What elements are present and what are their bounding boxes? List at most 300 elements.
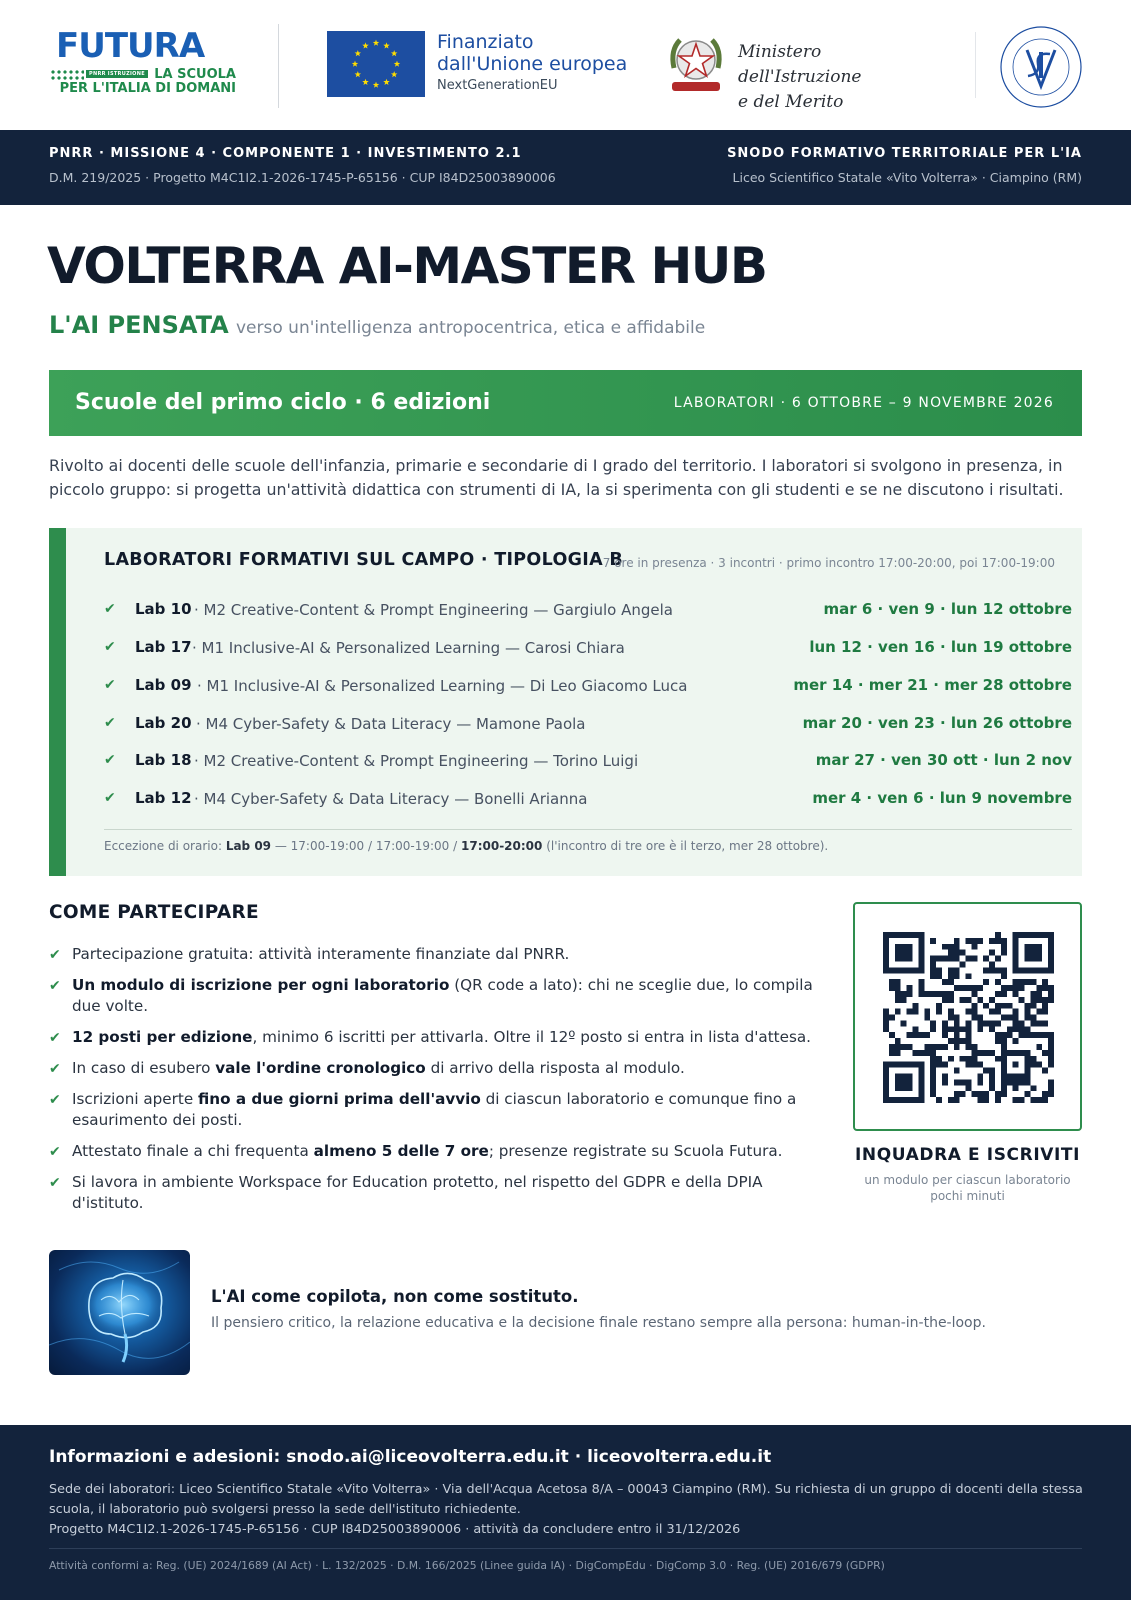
lab-description: · M4 Cyber-Safety & Data Literacy — Bonelli Arianna — [194, 790, 588, 808]
qr-module — [1025, 1050, 1031, 1056]
qr-module — [1030, 932, 1036, 938]
qr-module — [907, 932, 913, 938]
qr-module — [1030, 1032, 1036, 1038]
qr-module — [1036, 950, 1042, 956]
qr-module — [907, 1044, 913, 1050]
qr-module — [918, 1074, 924, 1080]
qr-module — [1019, 1050, 1025, 1056]
qr-module — [960, 961, 966, 967]
qr-module — [895, 1085, 901, 1091]
lab-dates: lun 12 · ven 16 · lun 19 ottobre — [809, 638, 1072, 656]
qr-module — [930, 1068, 936, 1074]
qr-module — [971, 944, 977, 950]
qr-module — [1036, 1044, 1042, 1050]
qr-module — [954, 1020, 960, 1026]
subtitle-main: L'AI PENSATA — [49, 311, 229, 339]
qr-module — [977, 1020, 983, 1026]
check-icon: ✔ — [49, 1092, 61, 1108]
qr-module — [1025, 956, 1031, 962]
qr-module — [966, 1062, 972, 1068]
check-icon: ✔ — [49, 947, 61, 963]
qr-module — [883, 1091, 889, 1097]
qr-module — [930, 1026, 936, 1032]
item-text: ; presenze registrate su Scuola Futura. — [488, 1142, 783, 1160]
qr-module — [989, 1085, 995, 1091]
qr-module — [918, 979, 924, 985]
qr-module — [1019, 985, 1025, 991]
qr-module — [983, 1091, 989, 1097]
qr-module — [989, 950, 995, 956]
qr-module — [895, 1079, 901, 1085]
how-to-participate-list — [49, 944, 829, 1224]
qr-module — [907, 1074, 913, 1080]
qr-module — [989, 1026, 995, 1032]
qr-module — [1001, 973, 1007, 979]
qr-module — [1048, 997, 1054, 1003]
logo-divider-right — [975, 32, 976, 98]
check-icon: ✔ — [49, 1061, 61, 1077]
qr-module — [907, 991, 913, 997]
qr-module — [995, 1009, 1001, 1015]
qr-module — [918, 1050, 924, 1056]
qr-module — [1007, 1074, 1013, 1080]
eu-star — [391, 71, 397, 77]
qr-module — [889, 1062, 895, 1068]
qr-module — [942, 991, 948, 997]
qr-module — [930, 1085, 936, 1091]
qr-module — [971, 985, 977, 991]
qr-module — [942, 1079, 948, 1085]
qr-module — [1048, 1085, 1054, 1091]
qr-module — [1013, 961, 1019, 967]
eu-star — [362, 79, 368, 85]
qr-module — [1048, 1044, 1054, 1050]
qr-module — [966, 997, 972, 1003]
qr-module — [948, 1015, 954, 1021]
lab-description: · M4 Cyber-Safety & Data Literacy — Mamone Paola — [196, 715, 586, 733]
ministry-wordmark — [738, 40, 938, 115]
qr-module — [1025, 1068, 1031, 1074]
qr-module — [918, 1079, 924, 1085]
qr-module — [1048, 1050, 1054, 1056]
qr-module — [924, 991, 930, 997]
qr-module — [918, 932, 924, 938]
qr-module — [936, 1044, 942, 1050]
lab-code: Lab 10 — [135, 600, 192, 618]
qr-module — [895, 1044, 901, 1050]
lab-row — [104, 712, 1072, 738]
qr-module — [1025, 1015, 1031, 1021]
qr-module — [895, 991, 901, 997]
qr-module — [930, 1050, 936, 1056]
qr-module — [948, 991, 954, 997]
qr-code-box[interactable] — [853, 902, 1082, 1131]
qr-module — [1025, 967, 1031, 973]
qr-module — [1001, 1050, 1007, 1056]
qr-module — [901, 1074, 907, 1080]
qr-module — [912, 1097, 918, 1103]
qr-module — [948, 1056, 954, 1062]
note-suffix: (l'incontro di tre ore è il terzo, mer 28 ottobre). — [542, 839, 829, 853]
eu-star — [383, 42, 389, 48]
qr-module — [901, 944, 907, 950]
qr-module — [1036, 932, 1042, 938]
item-bold: almeno 5 delle 7 ore — [313, 1142, 489, 1160]
qr-module — [995, 932, 1001, 938]
qr-module — [1048, 938, 1054, 944]
qr-module — [989, 997, 995, 1003]
footer-contact[interactable]: Informazioni e adesioni: snodo.ai@liceovolterra.edu.it · liceovolterra.edu.it — [49, 1447, 772, 1467]
qr-module — [1013, 938, 1019, 944]
qr-module — [895, 979, 901, 985]
qr-module — [907, 1009, 913, 1015]
qr-module — [924, 1044, 930, 1050]
qr-module — [966, 1032, 972, 1038]
qr-module — [895, 1009, 901, 1015]
qr-module — [989, 1020, 995, 1026]
check-icon: ✔ — [49, 1030, 61, 1046]
item-text: , minimo 6 iscritti per attivarla. Oltre il 12º posto si entra in lista d'attesa. — [252, 1028, 811, 1046]
qr-module — [1048, 950, 1054, 956]
qr-module — [936, 1003, 942, 1009]
qr-module — [930, 967, 936, 973]
qr-module — [930, 1056, 936, 1062]
qr-module — [936, 1062, 942, 1068]
lab-code: Lab 20 — [135, 714, 192, 732]
qr-module — [883, 1079, 889, 1085]
qr-module — [1030, 967, 1036, 973]
qr-module — [995, 1091, 1001, 1097]
futura-tagline — [50, 68, 236, 96]
logo-bar — [0, 0, 1131, 130]
qr-module — [1001, 1068, 1007, 1074]
qr-module — [1025, 950, 1031, 956]
banner-dates: LABORATORI · 6 OTTOBRE – 9 NOVEMBRE 2026 — [673, 395, 1054, 411]
qr-module — [883, 967, 889, 973]
lab-row — [104, 674, 1072, 700]
list-item — [49, 1089, 829, 1131]
qr-module — [977, 1062, 983, 1068]
italian-republic-emblem-icon — [666, 30, 726, 98]
qr-module — [1036, 944, 1042, 950]
qr-module — [930, 1062, 936, 1068]
qr-module — [1025, 1062, 1031, 1068]
qr-module — [942, 1044, 948, 1050]
qr-module — [1025, 1091, 1031, 1097]
qr-module — [895, 1097, 901, 1103]
note-mid: — 17:00-19:00 / 17:00-19:00 / — [271, 839, 461, 853]
qr-module — [930, 1020, 936, 1026]
qr-module — [1030, 1003, 1036, 1009]
qr-module — [1013, 985, 1019, 991]
qr-module — [977, 1074, 983, 1080]
qr-module — [1019, 967, 1025, 973]
qr-module — [948, 997, 954, 1003]
qr-module — [948, 1026, 954, 1032]
qr-module — [1001, 967, 1007, 973]
qr-module — [936, 1009, 942, 1015]
qr-module — [942, 1062, 948, 1068]
lab-dates: mar 27 · ven 30 ott · lun 2 nov — [815, 751, 1072, 769]
qr-module — [954, 950, 960, 956]
qr-module — [960, 1056, 966, 1062]
qr-module — [907, 950, 913, 956]
qr-module — [954, 973, 960, 979]
qr-module — [1030, 950, 1036, 956]
qr-module — [954, 956, 960, 962]
qr-module — [971, 938, 977, 944]
qr-module — [1036, 1097, 1042, 1103]
qr-module — [966, 956, 972, 962]
lab-description: · M1 Inclusive-AI & Personalized Learning — Di Leo Giacomo Luca — [197, 677, 688, 695]
qr-subtitle — [853, 1172, 1082, 1204]
lab-code: Lab 18 — [135, 751, 192, 769]
qr-module — [948, 979, 954, 985]
qr-module — [895, 932, 901, 938]
page-title: VOLTERRA AI-MASTER HUB — [47, 237, 767, 295]
qr-module — [983, 1068, 989, 1074]
qr-module — [1048, 932, 1054, 938]
qr-module — [966, 1009, 972, 1015]
qr-module — [889, 985, 895, 991]
qr-module — [954, 1038, 960, 1044]
qr-module — [954, 938, 960, 944]
eu-line3: NextGenerationEU — [437, 78, 558, 93]
qr-module — [1048, 1091, 1054, 1097]
qr-module — [948, 1009, 954, 1015]
check-icon: ✔ — [104, 639, 116, 655]
qr-module — [966, 1026, 972, 1032]
intro-paragraph: Rivolto ai docenti delle scuole dell'infanzia, primarie e secondarie di I grado del territorio. I laboratori si svolgono in presenza, in piccolo gruppo: si progetta un'attività didattica con strumenti di IA, la si sperimenta con gli studenti e se ne discutono i risultati. — [49, 456, 1064, 499]
qr-module — [960, 1079, 966, 1085]
lab-dates: mar 6 · ven 9 · lun 12 ottobre — [823, 600, 1072, 618]
list-item — [49, 1058, 829, 1079]
qr-module — [977, 1091, 983, 1097]
qr-module — [883, 1026, 889, 1032]
footer-compliance: Attività conformi a: Reg. (UE) 2024/1689 (AI Act) · L. 132/2025 · D.M. 166/2025 (Linee guida IA) · DigCompEdu · DigComp 3.0 · Reg. (UE) 2016/679 (GDPR) — [49, 1559, 885, 1572]
qr-module — [936, 973, 942, 979]
lab-description: · M1 Inclusive-AI & Personalized Learning — Carosi Chiara — [192, 639, 625, 657]
qr-module — [918, 1062, 924, 1068]
item-bold: Un modulo di iscrizione per ogni laboratorio — [72, 976, 450, 994]
eu-star — [373, 40, 379, 46]
qr-module — [1036, 967, 1042, 973]
eu-star — [394, 61, 400, 67]
qr-module — [907, 985, 913, 991]
qr-module — [960, 950, 966, 956]
lab-row — [104, 636, 1072, 662]
qr-module — [1001, 1003, 1007, 1009]
lab-row — [104, 749, 1072, 775]
eu-star — [383, 79, 389, 85]
qr-module — [966, 985, 972, 991]
edition-banner — [49, 370, 1082, 436]
qr-module — [954, 944, 960, 950]
qr-module — [1030, 1020, 1036, 1026]
qr-module — [1025, 1003, 1031, 1009]
item-bold: fino a due giorni prima dell'avvio — [198, 1090, 481, 1108]
footer-line2: scuola, il laboratorio può svolgersi presso la sede dell'istituto richiedente. — [49, 1502, 521, 1517]
qr-module — [1025, 932, 1031, 938]
qr-module — [1001, 944, 1007, 950]
qr-module — [1019, 979, 1025, 985]
qr-module — [1030, 979, 1036, 985]
qr-module — [1042, 1091, 1048, 1097]
qr-module — [1013, 1074, 1019, 1080]
qr-module — [1030, 997, 1036, 1003]
qr-module — [1019, 1097, 1025, 1103]
quote-subtitle: Il pensiero critico, la relazione educativa e la decisione finale restano sempre alla persona: human-in-the-loop. — [211, 1315, 986, 1331]
qr-module — [883, 1074, 889, 1080]
list-item — [49, 1172, 829, 1214]
qr-module — [942, 1032, 948, 1038]
qr-module — [977, 1026, 983, 1032]
qr-module — [1013, 1062, 1019, 1068]
qr-module — [889, 1097, 895, 1103]
qr-module — [895, 1050, 901, 1056]
qr-module — [954, 967, 960, 973]
eu-funding-text — [437, 31, 637, 97]
qr-module — [918, 1032, 924, 1038]
qr-module — [983, 1003, 989, 1009]
list-item — [49, 944, 829, 965]
qr-module — [883, 1020, 889, 1026]
qr-module — [918, 938, 924, 944]
qr-module — [1048, 1038, 1054, 1044]
qr-module — [989, 1079, 995, 1085]
qr-module — [1042, 997, 1048, 1003]
qr-module — [971, 1050, 977, 1056]
lab-dates: mer 4 · ven 6 · lun 9 novembre — [812, 789, 1072, 807]
qr-module — [971, 1044, 977, 1050]
qr-module — [954, 1015, 960, 1021]
qr-module — [912, 932, 918, 938]
qr-module — [954, 985, 960, 991]
qr-module — [1025, 944, 1031, 950]
qr-module — [989, 1050, 995, 1056]
qr-module — [1001, 991, 1007, 997]
qr-module — [1036, 1009, 1042, 1015]
qr-module — [942, 1026, 948, 1032]
brain-illustration — [49, 1250, 190, 1375]
qr-module — [1042, 1050, 1048, 1056]
qr-module — [1042, 967, 1048, 973]
futura-tag-line2: PER L'ITALIA DI DOMANI — [59, 81, 236, 96]
qr-module — [1001, 1079, 1007, 1085]
qr-module — [1013, 1020, 1019, 1026]
qr-module — [989, 1068, 995, 1074]
qr-module — [1019, 1074, 1025, 1080]
qr-module — [918, 961, 924, 967]
qr-module — [1030, 1085, 1036, 1091]
qr-module — [1001, 938, 1007, 944]
check-icon: ✔ — [104, 790, 116, 806]
labs-title: LABORATORI FORMATIVI SUL CAMPO · TIPOLOGIA B — [104, 550, 623, 570]
qr-module — [912, 1032, 918, 1038]
qr-module — [971, 1015, 977, 1021]
qr-module — [907, 1079, 913, 1085]
qr-module — [971, 956, 977, 962]
qr-module — [1048, 956, 1054, 962]
qr-module — [1001, 1038, 1007, 1044]
qr-module — [948, 967, 954, 973]
qr-module — [1013, 991, 1019, 997]
qr-module — [1001, 1085, 1007, 1091]
qr-module — [924, 1050, 930, 1056]
eu-star — [355, 71, 361, 77]
qr-module — [983, 1050, 989, 1056]
qr-module — [948, 1038, 954, 1044]
qr-module — [1001, 1091, 1007, 1097]
qr-module — [1013, 956, 1019, 962]
note-prefix: Eccezione di orario: — [104, 839, 226, 853]
qr-module — [954, 1068, 960, 1074]
qr-module — [1013, 1079, 1019, 1085]
program-band — [0, 130, 1131, 205]
qr-module — [954, 1032, 960, 1038]
qr-module — [1036, 956, 1042, 962]
qr-module — [1048, 961, 1054, 967]
qr-module — [924, 1009, 930, 1015]
qr-module — [1019, 1026, 1025, 1032]
qr-module — [966, 938, 972, 944]
qr-module — [901, 967, 907, 973]
qr-module — [1036, 1032, 1042, 1038]
qr-module — [883, 1015, 889, 1021]
qr-module — [907, 1097, 913, 1103]
qr-module — [930, 1079, 936, 1085]
qr-module — [1025, 979, 1031, 985]
qr-module — [1048, 991, 1054, 997]
check-icon: ✔ — [49, 1175, 61, 1191]
qr-module — [977, 1050, 983, 1056]
qr-module — [930, 1074, 936, 1080]
check-icon: ✔ — [104, 677, 116, 693]
qr-module — [1036, 997, 1042, 1003]
qr-module — [1013, 979, 1019, 985]
qr-module — [930, 956, 936, 962]
qr-module — [930, 961, 936, 967]
qr-module — [1013, 944, 1019, 950]
footer-line1: Sede dei laboratori: Liceo Scientifico Statale «Vito Volterra» · Via dell'Acqua Acetosa 8/A – 00043 Ciampino (RM). Su richiesta di un gruppo di docenti della stessa — [49, 1482, 1083, 1497]
program-codes: D.M. 219/2025 · Progetto M4C1I2.1-2026-1745-P-65156 · CUP I84D25003890006 — [49, 170, 556, 185]
qr-module — [942, 997, 948, 1003]
check-icon: ✔ — [104, 752, 116, 768]
qr-module — [995, 979, 1001, 985]
qr-module — [1030, 956, 1036, 962]
qr-module — [989, 961, 995, 967]
qr-module — [942, 1020, 948, 1026]
qr-module — [918, 1097, 924, 1103]
item-text: di ciascun laboratorio e comunque fino a esaurimento dei posti. — [72, 1090, 797, 1129]
qr-module — [995, 1056, 1001, 1062]
qr-module — [1025, 1074, 1031, 1080]
qr-module — [1042, 1032, 1048, 1038]
labs-divider — [104, 829, 1072, 830]
school-seal-icon — [996, 24, 1086, 110]
qr-module — [1042, 985, 1048, 991]
lab-code: Lab 09 — [135, 676, 192, 694]
qr-module — [1007, 1026, 1013, 1032]
qr-module — [1030, 1097, 1036, 1103]
footer-line3: Progetto M4C1I2.1-2026-1745-P-65156 · CUP I84D25003890006 · attività da concludere entro il 31/12/2026 — [49, 1522, 741, 1537]
qr-module — [1025, 1009, 1031, 1015]
eu-star — [362, 42, 368, 48]
note-bold: 17:00-20:00 — [461, 839, 543, 853]
qr-module — [883, 950, 889, 956]
qr-code-icon[interactable] — [883, 932, 1054, 1103]
qr-module — [1030, 1062, 1036, 1068]
